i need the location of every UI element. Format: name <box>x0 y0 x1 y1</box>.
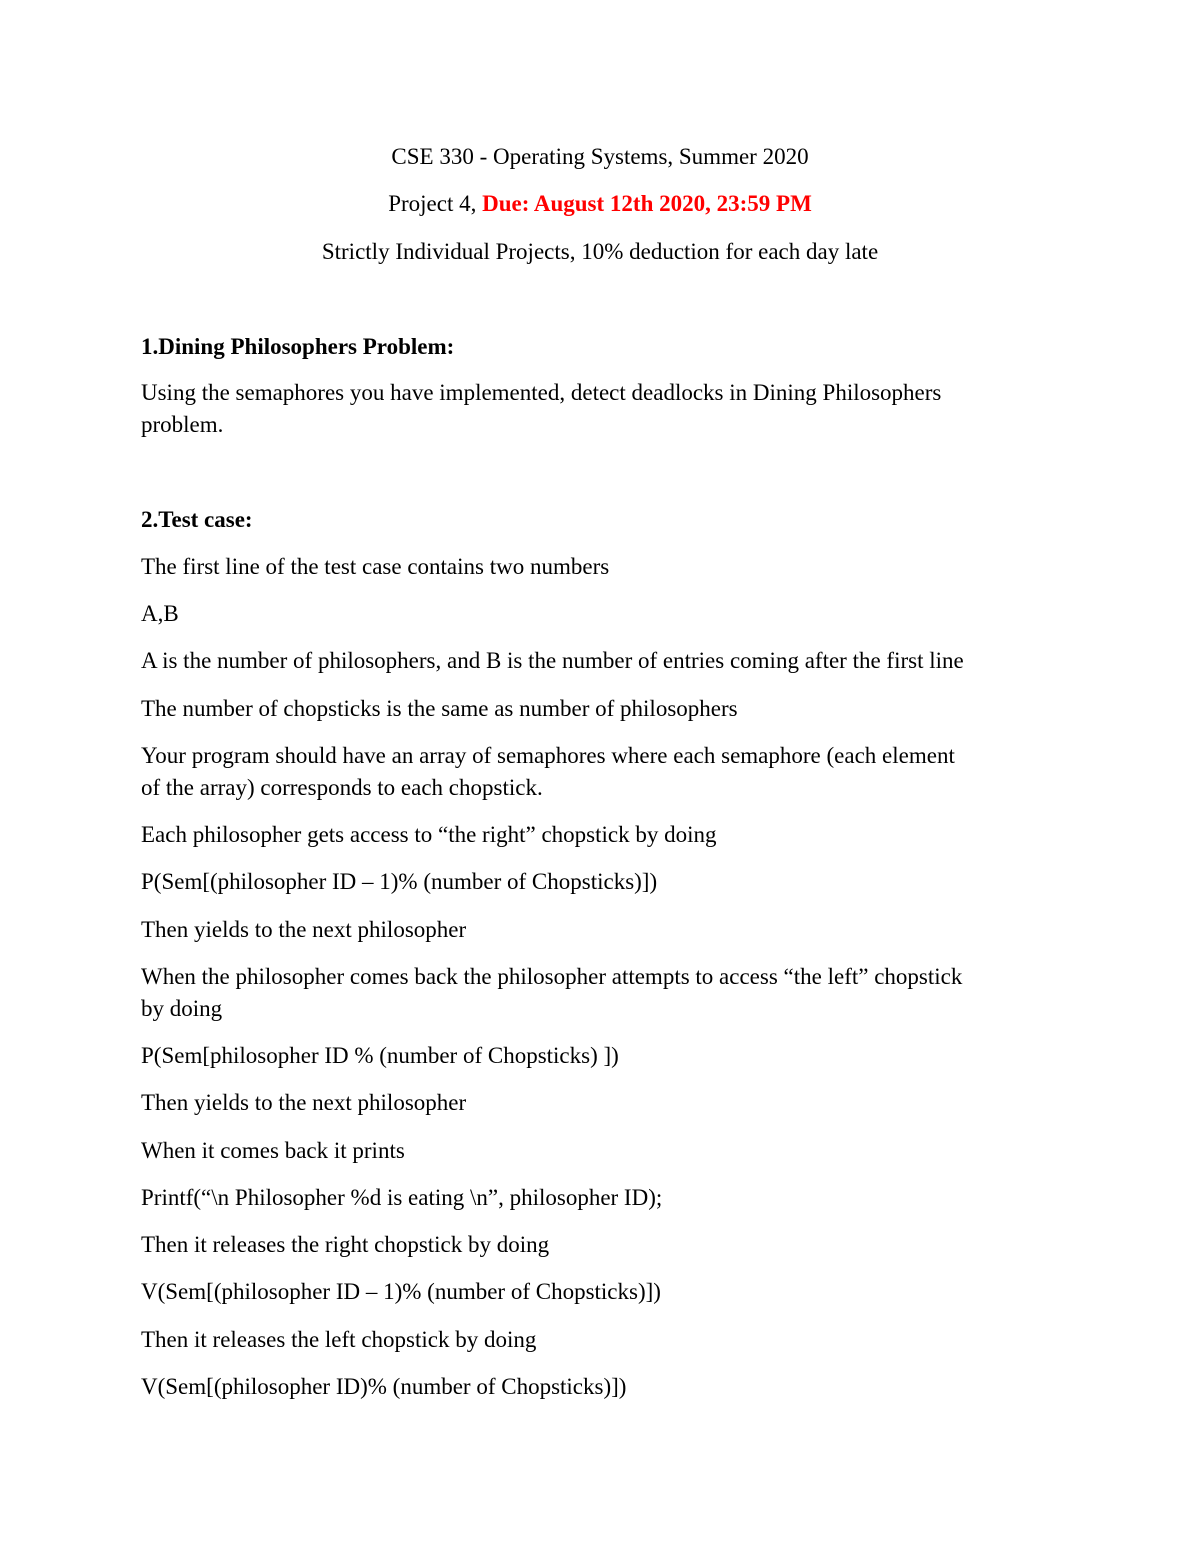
test-case-line: A is the number of philosophers, and B is the number of entries coming after the first line <box>141 648 964 673</box>
section-1-body-line-2: problem. <box>141 412 224 437</box>
code-line: Printf(“\n Philosopher %d is eating \n”, philosopher ID); <box>141 1185 663 1210</box>
test-case-line: Each philosopher gets access to “the right” chopstick by doing <box>141 822 717 847</box>
section-2-heading: 2.Test case: <box>141 507 253 532</box>
test-case-line: A,B <box>141 601 179 626</box>
test-case-line: Then yields to the next philosopher <box>141 917 467 942</box>
code-line: V(Sem[(philosopher ID – 1)% (number of Chopsticks)]) <box>141 1279 661 1304</box>
test-case-line: When the philosopher comes back the philosopher attempts to access “the left” chopstick <box>141 964 963 989</box>
late-policy: Strictly Individual Projects, 10% deduction for each day late <box>321 239 879 264</box>
section-1-body-line-1: Using the semaphores you have implemented, detect deadlocks in Dining Philosophers <box>141 380 942 405</box>
code-line: V(Sem[(philosopher ID)% (number of Chopsticks)]) <box>141 1374 627 1399</box>
code-line: P(Sem[philosopher ID % (number of Chopsticks) ]) <box>141 1043 619 1068</box>
section-1-heading: 1.Dining Philosophers Problem: <box>141 334 455 359</box>
test-case-line: of the array) corresponds to each chopstick. <box>141 775 543 800</box>
project-label: Project 4, <box>388 191 483 216</box>
code-line: P(Sem[(philosopher ID – 1)% (number of Chopsticks)]) <box>141 869 658 894</box>
test-case-line: Then it releases the left chopstick by doing <box>141 1327 537 1352</box>
course-title: CSE 330 - Operating Systems, Summer 2020 <box>391 144 809 169</box>
test-case-line: Then it releases the right chopstick by doing <box>141 1232 550 1257</box>
test-case-line: by doing <box>141 996 223 1021</box>
test-case-line: Your program should have an array of semaphores where each semaphore (each element <box>141 743 955 768</box>
test-case-line: When it comes back it prints <box>141 1138 405 1163</box>
test-case-line: The first line of the test case contains two numbers <box>141 554 610 579</box>
test-case-line: Then yields to the next philosopher <box>141 1090 467 1115</box>
project-due-line <box>0 188 1200 220</box>
test-case-line: The number of chopsticks is the same as number of philosophers <box>141 696 738 721</box>
due-date: Due: August 12th 2020, 23:59 PM <box>482 191 812 216</box>
